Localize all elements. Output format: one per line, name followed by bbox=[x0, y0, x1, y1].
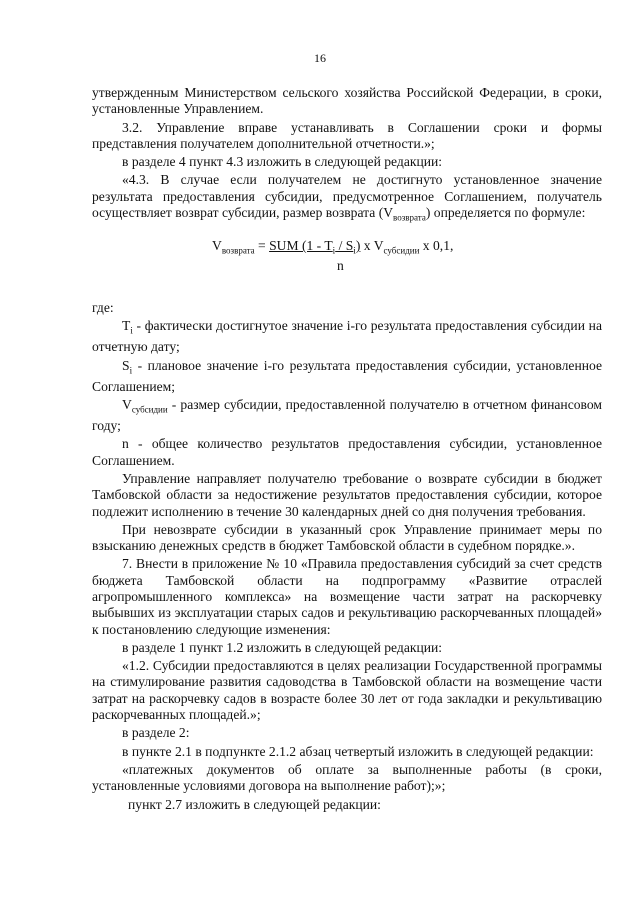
formula-subscript: i bbox=[353, 245, 356, 256]
formula-numerator bbox=[269, 238, 361, 256]
paragraph: При невозврате субсидии в указанный срок Управление принимает меры по взысканию денежных средств в бюджет Тамбовской области в судебном порядке.». bbox=[92, 521, 602, 554]
def-text: - плановое значение i-го результата предоставления субсидии, установленное Соглашением; bbox=[92, 357, 602, 394]
definition bbox=[92, 318, 602, 355]
def-text: - фактически достигнутое значение i-го результата предоставления субсидии на отчетную дату; bbox=[92, 318, 602, 355]
formula-text: x V bbox=[360, 238, 384, 254]
definition bbox=[92, 436, 602, 469]
paragraph: пункт 2.7 изложить в следующей редакции: bbox=[128, 796, 381, 812]
paragraph: в разделе 1 пункт 1.2 изложить в следующей редакции: bbox=[122, 639, 443, 655]
paragraph: утвержденным Министерством сельского хозяйства Российской Федерации, в сроки, установленные Управлением. bbox=[92, 85, 602, 117]
formula-eq: = bbox=[254, 238, 270, 254]
paragraph-text: ) определяется по формуле: bbox=[425, 205, 586, 221]
numerator-text: SUM (1 - T bbox=[269, 238, 333, 254]
numerator-text: ) bbox=[355, 238, 361, 254]
page-number: 16 bbox=[314, 51, 326, 65]
paragraph: «1.2. Субсидии предоставляются в целях реализации Государственной программы на стимулирование развития садоводства в Тамбовской области на возмещение части затрат на раскорчевку садов в возрасте более 30 лет от года закладки и рекультивацию раскорчеванных площадей.»; bbox=[92, 658, 602, 723]
definition bbox=[92, 358, 602, 395]
formula-line bbox=[212, 238, 453, 259]
paragraph: в разделе 2: bbox=[122, 725, 190, 741]
def-symbol: V bbox=[122, 397, 132, 413]
document-body bbox=[92, 85, 602, 813]
formula-symbol: V bbox=[212, 238, 222, 254]
def-symbol: S bbox=[122, 357, 130, 373]
formula-denominator: n bbox=[337, 258, 344, 274]
def-symbol: T bbox=[122, 318, 131, 334]
def-subscript: i bbox=[129, 365, 133, 376]
formula-text: x 0,1, bbox=[419, 238, 454, 254]
paragraph bbox=[92, 172, 602, 226]
paragraph: «платежных документов об оплате за выполненные работы (в сроки, установленные условиями договора на выполнение работ);»; bbox=[92, 761, 602, 794]
subscript: возврата bbox=[393, 212, 426, 223]
def-subscript: i bbox=[130, 326, 133, 337]
paragraph: 7. Внести в приложение № 10 «Правила предоставления субсидий за счет средств бюджета Тамбовской области на подпрограмму «Развитие отраслей агропромышленного комплекса» на возмещение части затрат на раскорчевку выбывших из эксплуатации старых садов и рекультивацию раскорчеванных площадей» к постановлению следующие изменения: bbox=[92, 556, 602, 637]
paragraph: Управление направляет получателю требование о возврате субсидии в бюджет Тамбовской области за недостижение результатов предоставления субсидии, которое подлежит исполнению в течение 30 календарных дней со дня получения требования. bbox=[92, 470, 602, 519]
formula-subscript: i bbox=[332, 245, 336, 256]
def-subscript: субсидии bbox=[131, 404, 168, 415]
paragraph: в разделе 4 пункт 4.3 изложить в следующей редакции: bbox=[122, 154, 443, 170]
paragraph: 3.2. Управление вправе устанавливать в Соглашении сроки и формы представления получателем дополнительной отчетности.»; bbox=[92, 119, 602, 151]
numerator-text: / S bbox=[335, 238, 354, 254]
return-formula bbox=[92, 234, 602, 286]
paragraph-text: «4.3. В случае если получателем не достигнуто установленное значение результата предоставления субсидии, предусмотренное Соглашением, получатель осуществляет возврат субсидии, размер возврата (V bbox=[92, 172, 602, 221]
formula-subscript: возврата bbox=[221, 245, 255, 256]
def-symbol: n bbox=[122, 436, 129, 452]
def-text: - размер субсидии, предоставленной получателю в отчетном финансовом году; bbox=[92, 397, 602, 434]
definition bbox=[92, 397, 602, 434]
def-text: - общее количество результатов предоставления субсидии, установленное Соглашением. bbox=[92, 436, 602, 468]
formula-subscript: субсидии bbox=[383, 245, 420, 256]
where-label: где: bbox=[92, 300, 114, 316]
paragraph: в пункте 2.1 в подпункте 2.1.2 абзац четвертый изложить в следующей редакции: bbox=[122, 743, 594, 759]
